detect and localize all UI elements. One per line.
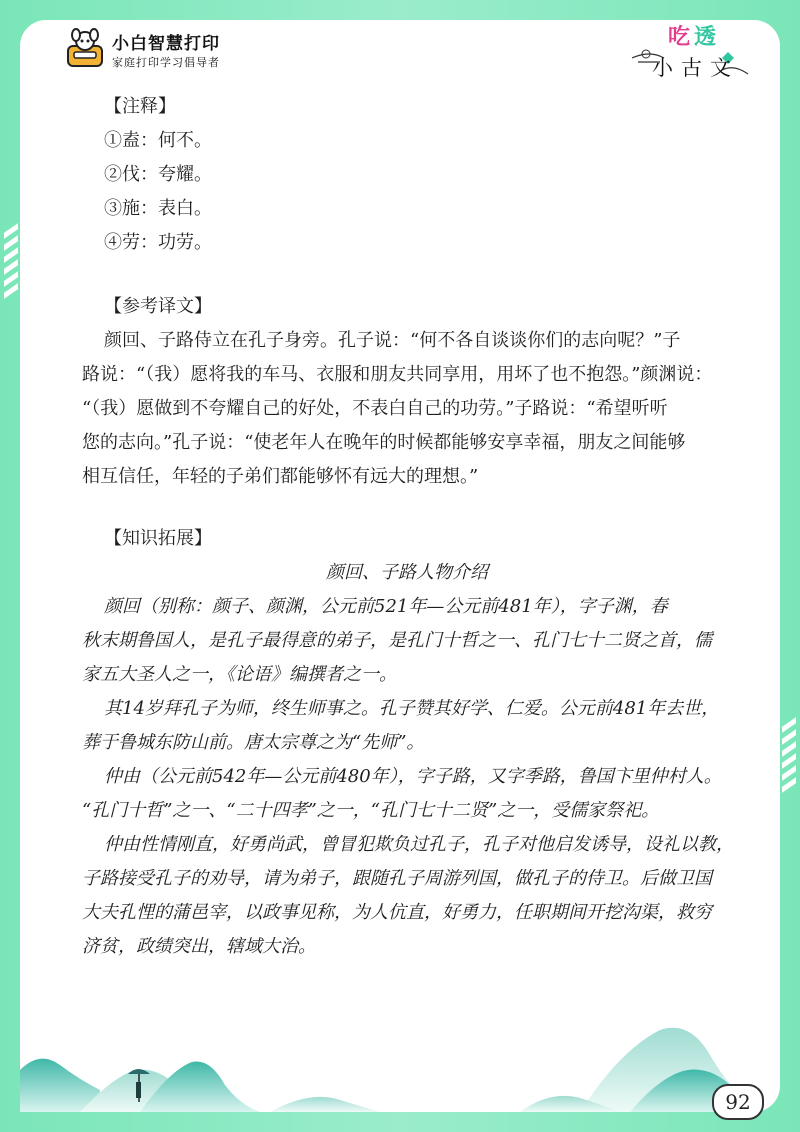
frame-stripe-right <box>780 722 798 794</box>
note-item: ②伐：夸耀。 <box>104 164 212 185</box>
knowledge-line: 其14岁拜孔子为师，终生师事之。孔子赞其好学、仁爱。公元前481年去世， <box>104 698 720 719</box>
brand-title <box>630 20 750 80</box>
knowledge-line: 家五大圣人之一，《论语》编撰者之一。 <box>82 664 397 685</box>
spacer <box>104 260 732 290</box>
knowledge-line: 大夫孔悝的蒲邑宰，以政事见称，为人伉直，好勇力，任职期间开挖沟渠，救穷 <box>82 902 712 923</box>
knowledge-line: “孔门十哲”之一、“二十四孝”之一，“孔门七十二贤”之一，受儒家祭祀。 <box>82 800 660 821</box>
page-number: 92 <box>712 1084 764 1120</box>
note-item: ④劳：功劳。 <box>104 232 212 253</box>
translation-line: 您的志向。”孔子说：“使老年人在晚年的时候都能够安享幸福，朋友之间能够 <box>82 432 686 453</box>
logo <box>64 26 220 72</box>
knowledge-line: 济贫，政绩突出，辖域大治。 <box>82 936 316 957</box>
translation-line: 相互信任，年轻的子弟们都能够怀有远大的理想。” <box>82 466 479 487</box>
logo-name: 小白智慧打印 <box>112 33 220 54</box>
printer-dog-icon <box>64 28 106 70</box>
translation-line: “（我）愿做到不夸耀自己的好处，不表白自己的功劳。”子路说：“希望听听 <box>82 398 668 419</box>
notes-heading: 【注释】 <box>104 96 176 117</box>
translation-heading: 【参考译文】 <box>104 296 212 317</box>
note-item: ①盍：何不。 <box>104 130 212 151</box>
brand-subtitle: 小古文 <box>652 56 739 80</box>
translation-line: 颜回、子路侍立在孔子身旁。孔子说：“何不各自谈谈你们的志向呢？”子 <box>104 330 681 351</box>
frame-stripe-left <box>2 228 20 300</box>
knowledge-heading: 【知识拓展】 <box>104 528 212 549</box>
note-item: ③施：表白。 <box>104 198 212 219</box>
knowledge-line: 葬于鲁城东防山前。唐太宗尊之为“先师”。 <box>82 732 425 753</box>
spacer <box>104 494 732 522</box>
knowledge-line: 仲由（公元前542年—公元前480年），字子路，又字季路，鲁国卞里仲村人。 <box>104 766 722 787</box>
translation-line: 路说：“（我）愿将我的车马、衣服和朋友共同享用，用坏了也不抱怨。”颜渊说： <box>82 364 713 385</box>
knowledge-line: 子路接受孔子的劝导，请为弟子，跟随孔子周游列国，做孔子的侍卫。后做卫国 <box>82 868 712 889</box>
knowledge-subtitle: 颜回、子路人物介绍 <box>326 562 488 583</box>
knowledge-line: 秋末期鲁国人，是孔子最得意的弟子，是孔门十哲之一、孔门七十二贤之首，儒 <box>82 630 712 651</box>
brand-char-tou: 透 <box>694 25 717 50</box>
logo-slogan: 家庭打印学习倡导者 <box>112 55 220 69</box>
knowledge-line: 颜回（别称：颜子、颜渊，公元前521年—公元前481年），字子渊，春 <box>104 596 668 617</box>
page-content <box>82 90 734 964</box>
mountain-landscape-icon <box>20 1010 780 1112</box>
brand-char-chi: 吃 <box>668 25 691 50</box>
knowledge-line: 仲由性情刚直，好勇尚武，曾冒犯欺负过孔子，孔子对他启发诱导，设礼以教， <box>104 834 734 855</box>
